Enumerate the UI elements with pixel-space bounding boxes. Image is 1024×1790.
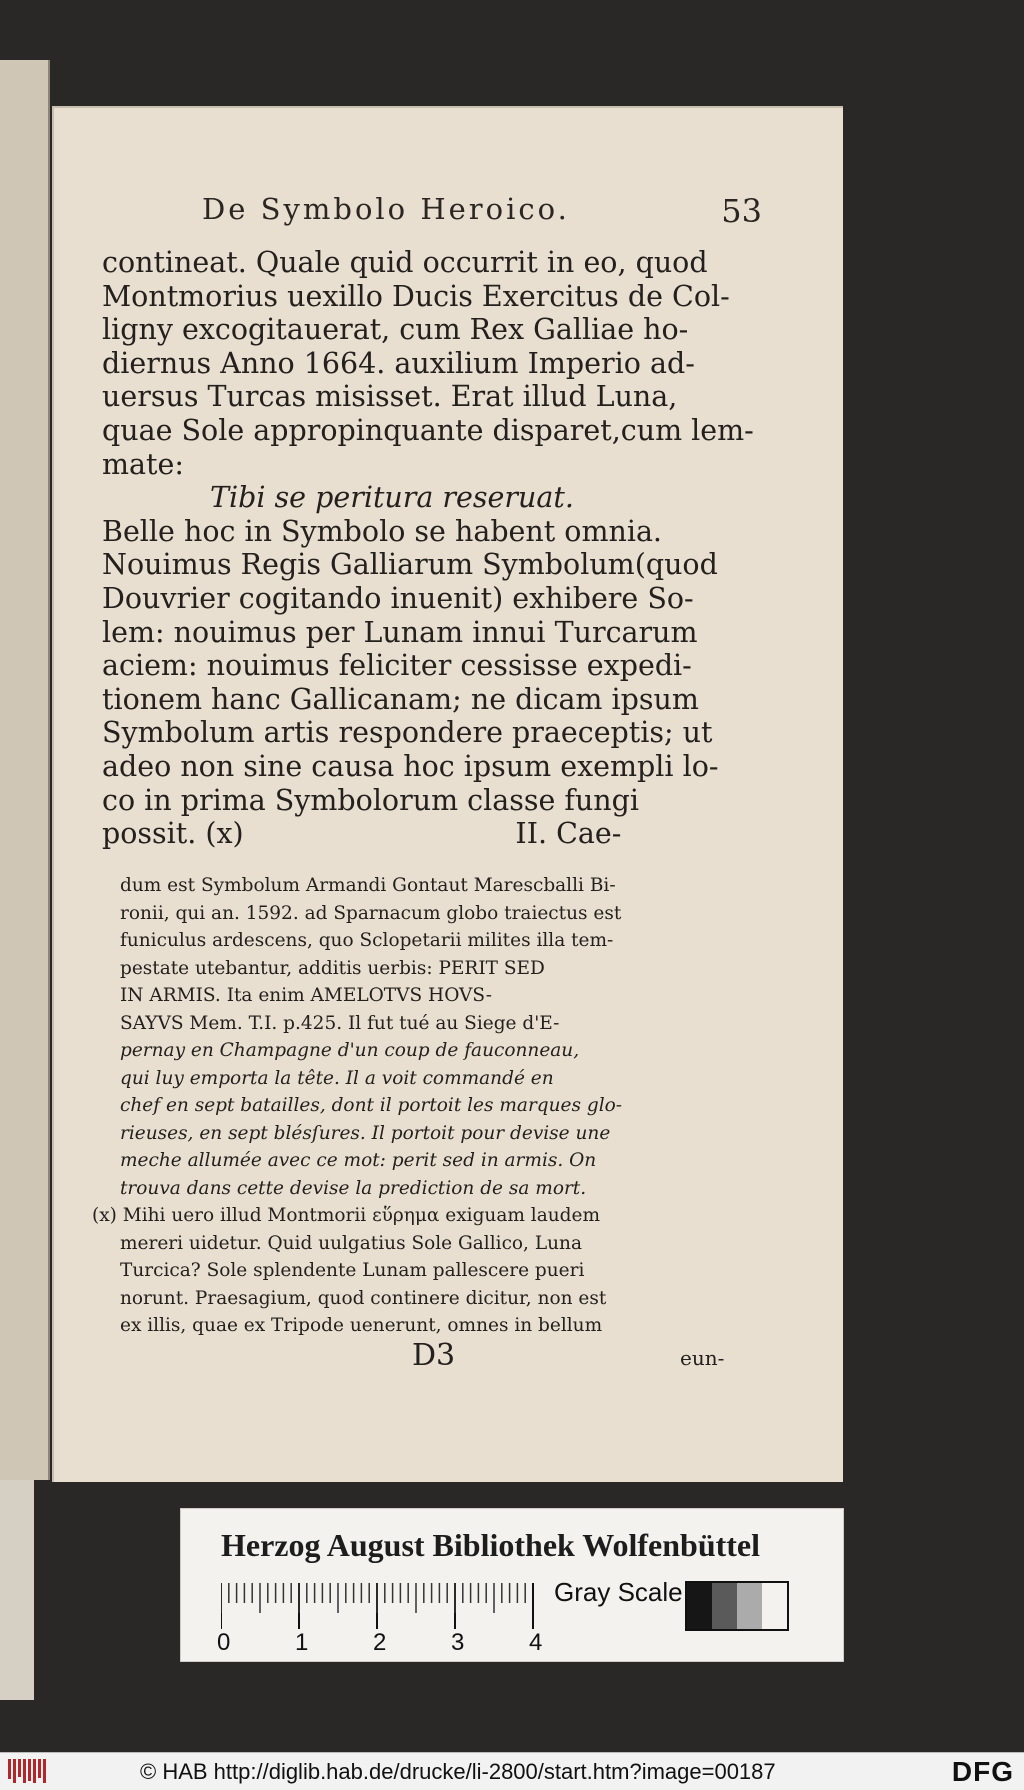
- motto-line: Tibi se peritura reseruat.: [210, 481, 574, 515]
- text-line: uersus Turcas misisset. Erat illud Luna,: [102, 380, 678, 414]
- note-line: norunt. Praesagium, quod continere dicitur, non est: [120, 1287, 607, 1309]
- text-line: Montmorius uexillo Ducis Exercitus de Col-: [102, 279, 730, 313]
- note-line: pernay en Champagne d'un coup de fauconneau,: [120, 1040, 580, 1061]
- header-title: De Symbolo Heroico.: [202, 192, 570, 226]
- gray-scale-label: Gray Scale: [554, 1577, 683, 1607]
- note-line: ex illis, quae ex Tripode uenerunt, omnes in bellum: [120, 1315, 603, 1336]
- adjacent-page-edge: [0, 60, 50, 1480]
- text-line: Nouimus Regis Galliarum Symbolum(quod: [102, 548, 718, 582]
- text-line: quae Sole appropinquante disparet,cum lem-: [102, 413, 754, 447]
- note-line: IN ARMIS. Ita enim AMELOTVS HOVS-: [120, 985, 492, 1006]
- ruler-number: 2: [373, 1629, 387, 1656]
- text-line: possit. (x) II. Cae-: [102, 817, 622, 851]
- ruler-scale: [221, 1583, 541, 1629]
- text-line: Symbolum artis respondere praeceptis; ut: [102, 716, 713, 750]
- viewer-footer: [0, 1752, 1024, 1790]
- note-line: chef en sept batailles, dont il portoit les marques glo-: [120, 1095, 623, 1116]
- note-line: meche allumée avec ce mot: perit sed in armis. On: [120, 1150, 597, 1171]
- copyright-link[interactable]: © HAB http://diglib.hab.de/drucke/li-2800/start.htm?image=00187: [140, 1759, 776, 1784]
- text-line: Belle hoc in Symbolo se habent omnia.: [102, 514, 662, 548]
- note-line: ronii, qui an. 1592. ad Sparnacum globo traiectus est: [120, 902, 622, 924]
- dfg-logo: DFG: [951, 1756, 1014, 1787]
- ruler-number: 0: [217, 1629, 231, 1656]
- text-line: co in prima Symbolorum classe fungi: [102, 783, 640, 817]
- library-name: Herzog August Bibliothek Wolfenbüttel: [221, 1527, 761, 1563]
- book-page: [52, 106, 843, 1482]
- text-line: contineat. Quale quid occurrit in eo, quod: [102, 246, 708, 279]
- running-header: [202, 192, 762, 232]
- text-line: aciem: nouimus feliciter cessisse expedi-: [102, 649, 692, 683]
- gray-swatch: [762, 1583, 787, 1629]
- ruler-number: 3: [451, 1629, 465, 1656]
- text-line: diernus Anno 1664. auxilium Imperio ad-: [102, 346, 695, 380]
- note-line: qui luy emporta la tête. Il a voit commandé en: [120, 1067, 554, 1089]
- text-line: mate:: [102, 447, 184, 481]
- note-line: pestate utebantur, additis uerbis: PERIT SED: [120, 957, 545, 979]
- book-spine-label: [0, 1480, 34, 1700]
- ruler-numbers: [217, 1629, 557, 1657]
- note-line: funiculus ardescens, quo Sclopetarii milites illa tem-: [120, 930, 614, 951]
- catchword: eun-: [680, 1346, 725, 1370]
- text-line: Douvrier cogitando inuenit) exhibere So-: [102, 581, 694, 615]
- text-line: tionem hanc Gallicanam; ne dicam ipsum: [102, 682, 699, 716]
- main-text: [102, 246, 754, 851]
- hab-logo-icon: [8, 1759, 48, 1783]
- note-line: Turcica? Sole splendente Lunam pallescere pueri: [120, 1260, 585, 1281]
- note-line: (x) Mihi uero illud Montmorii εὕρημα exiguam laudem: [92, 1205, 600, 1226]
- footnotes: [92, 872, 740, 1340]
- signature-mark: D3: [412, 1338, 456, 1373]
- ruler-number: 4: [529, 1629, 543, 1656]
- text-line: ligny excogitauerat, cum Rex Galliae ho-: [102, 313, 689, 347]
- note-line: trouva dans cette devise la prediction de sa mort.: [120, 1177, 587, 1199]
- page-number: 53: [721, 192, 762, 230]
- gray-swatch: [737, 1583, 762, 1629]
- note-line: rieuses, en sept blésſures. Il portoit pour devise une: [120, 1122, 611, 1144]
- note-line: dum est Symbolum Armandi Gontaut Marescballi Bi-: [120, 875, 616, 896]
- note-line: SAYVS Mem. T.I. p.425. Il fut tué au Siege d'E-: [120, 1012, 560, 1034]
- note-line: mereri uidetur. Quid uulgatius Sole Gallico, Luna: [120, 1232, 582, 1254]
- gray-swatch: [687, 1583, 712, 1629]
- ruler-number: 1: [295, 1629, 309, 1656]
- text-line: lem: nouimus per Lunam innui Turcarum: [102, 615, 698, 649]
- gray-swatch: [712, 1583, 737, 1629]
- gray-scale-swatches: [685, 1581, 789, 1631]
- text-line: adeo non sine causa hoc ipsum exempli lo-: [102, 749, 719, 783]
- color-calibration-card: [180, 1508, 844, 1662]
